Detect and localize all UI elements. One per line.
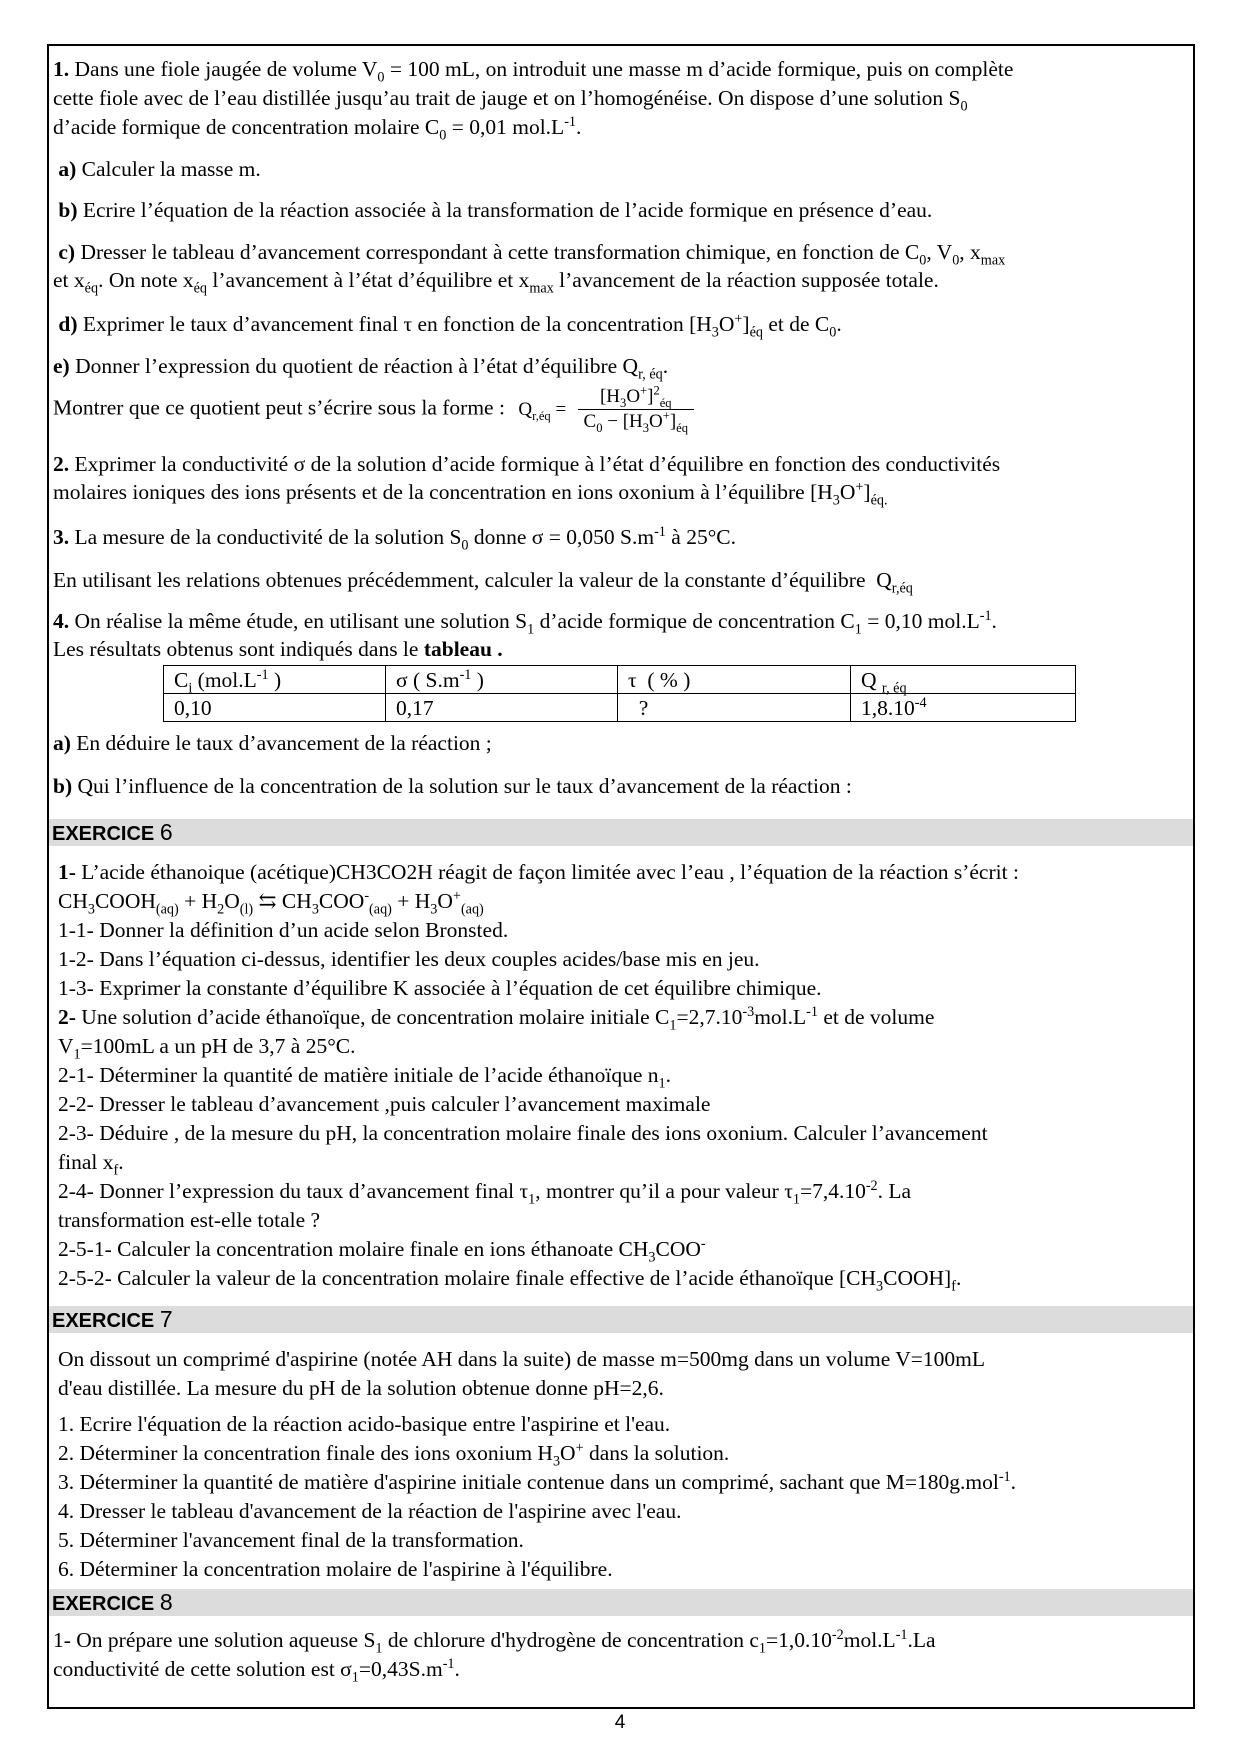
q1-a: a) Calculer la masse m.	[58, 157, 261, 181]
ex6-2-4-line2: transformation est-elle totale ?	[58, 1208, 321, 1232]
q2-line1: 2. Exprimer la conductivité σ de la solution d’acide formique à l’état d’équilibre en fonction des conductivités	[53, 452, 1001, 476]
table-header-row	[164, 666, 1076, 694]
ex6-2-intro-line2: $V_1=100mL$ a un pH de 3,7 à 25°C.	[58, 1034, 356, 1063]
q4-line1: 4. On réalise la même étude, en utilisant une solution $S_1$ d’acide formique de concentration $C_1 = 0,10$ $mol.L^{-1}$.	[53, 607, 997, 638]
ex6-1-1: 1-1- Donner la définition d’un acide selon Bronsted.	[58, 918, 509, 942]
ex6-2-5-2: 2-5-2- Calculer la valeur de la concentration molaire finale effective de l’acide éthanoïque $[CH_3COOH]_f$.	[58, 1266, 962, 1295]
ex7-item-4: 4. Dresser le tableau d'avancement de la réaction de l'aspirine avec l'eau.	[58, 1499, 682, 1523]
cell-q: $1,8.10^{-4}$	[851, 694, 1076, 722]
cell-sigma: 0,17	[386, 694, 618, 722]
ex7-item-1: 1. Ecrire l'équation de la réaction acido-basique entre l'aspirine et l'eau.	[58, 1412, 671, 1436]
q1-e: e) Donner l’expression du quotient de réaction à l’état d’équilibre $Q_{r, éq}$.	[53, 354, 669, 383]
ex6-1-2: 1-2- Dans l’équation ci-dessus, identifier les deux couples acides/base mis en jeu.	[58, 947, 760, 971]
header-tau: τ ( % )	[618, 666, 851, 694]
exercise-7-header: EXERCICE 7	[49, 1306, 1193, 1333]
q4-b: b) Qui l’influence de la concentration de la solution sur le taux d’avancement de la réaction :	[53, 774, 852, 798]
cell-tau: ?	[618, 694, 851, 722]
q1-e-show: Montrer que ce quotient peut s’écrire sous la forme : $Q_{r,éq}$ = $\frac{[H_3O^+]^2_{éq}}{C_0 - [H_3O^+]_{éq}}$	[53, 385, 1189, 434]
ex6-line1: 1- L’acide éthanoique (acétique)CH3CO2H réagit de façon limitée avec l’eau , l’équation de la réaction s’écrit :	[58, 860, 1019, 884]
ex8-line2: conductivité de cette solution est $\sigma_1=0,43S.m^{-1}$.	[53, 1655, 460, 1686]
q1-c-line2: et $x_{éq}$. On note $x_{éq}$ l’avancement à l’état d’équilibre et $x_{max}$ l’avancement de la réaction supposée totale.	[53, 268, 939, 297]
ex7-intro-line1: On dissout un comprimé d'aspirine (notée AH dans la suite) de masse m=500mg dans un volume V=100mL	[58, 1347, 986, 1371]
ex7-item-6: 6. Déterminer la concentration molaire de l'aspirine à l'équilibre.	[58, 1557, 613, 1581]
header-q: Q $_{r, éq}$	[851, 666, 1076, 694]
ex7-item-3: 3. Déterminer la quantité de matière d'aspirine initiale contenue dans un comprimé, sachant que M=180g.mol$^{-1}$.	[58, 1468, 1017, 1494]
q4-a: a) En déduire le taux d’avancement de la réaction ;	[53, 731, 492, 755]
header-ci: $C_i$ ($mol.L^{-1}$ )	[164, 666, 386, 694]
cell-ci: 0,10	[164, 694, 386, 722]
q1-intro-line2: cette fiole avec de l’eau distillée jusqu’au trait de jauge et on l’homogénéise. On dispose d’une solution $S_0$	[53, 86, 968, 115]
ex7-item-5: 5. Déterminer l'avancement final de la transformation.	[58, 1528, 524, 1552]
table-row	[164, 694, 1076, 722]
ex7-intro-line2: d'eau distillée. La mesure du pH de la solution obtenue donne pH=2,6.	[58, 1376, 664, 1400]
ex6-equation: $CH_3COOH_{(aq)} + H_2O_{(l)}$ ⇆ $CH_3COO^-_{(aq)} + H_3O^+_{(aq)}$	[58, 887, 484, 918]
ex7-item-2: 2. Déterminer la concentration finale des ions oxonium $H_3O^+$ dans la solution.	[58, 1439, 730, 1470]
header-sigma: σ ( $S.m^{-1}$ )	[386, 666, 618, 694]
q3-line2: En utilisant les relations obtenues précédemment, calculer la valeur de la constante d’équilibre $Q_{r,éq}$	[53, 568, 913, 597]
ex6-2-3: 2-3- Déduire , de la mesure du pH, la concentration molaire finale des ions oxonium. Calculer l’avancement	[58, 1121, 988, 1145]
page-number: 4	[614, 1712, 626, 1733]
ex6-2-4: 2-4- Donner l’expression du taux d’avancement final $\tau_1$, montrer qu’il a pour valeur $\tau_1=7,4.10^{-2}$. La	[58, 1177, 912, 1208]
ex6-1-3: 1-3- Exprimer la constante d’équilibre K associée à l’équation de cet équilibre chimique.	[58, 976, 822, 1000]
q-formula-lhs: $Q_{r,éq}$ =	[518, 398, 567, 423]
q-formula-fraction: $\frac{[H_3O^+]^2_{éq}}{C_0 - [H_3O^+]_{éq}}$	[578, 385, 694, 434]
ex6-2-5-1: 2-5-1- Calculer la concentration molaire finale en ions éthanoate $CH_3COO^-$	[58, 1235, 706, 1266]
q1-intro-line3: d’acide formique de concentration molaire $C_0 = 0,01$ $mol.L^{-1}$.	[53, 113, 582, 144]
q2-line2: molaires ioniques des ions présents et de la concentration en ions oxonium à l’équilibre $[H_3O^+]_{éq.}$	[53, 478, 888, 509]
q1-intro-line1: 1. Dans une fiole jaugée de volume $V_0 = 100$ mL, on introduit une masse m d’acide formique, puis on complète	[53, 57, 1014, 86]
q4-line2: Les résultats obtenus sont indiqués dans le tableau .	[53, 637, 503, 661]
ex6-2-1: 2-1- Déterminer la quantité de matière initiale de l’acide éthanoïque $n_1$.	[58, 1063, 672, 1092]
q1-b: b) Ecrire l’équation de la réaction associée à la transformation de l’acide formique en présence d’eau.	[58, 198, 933, 222]
ex8-line1: 1- On prépare une solution aqueuse $S_1$ de chlorure d'hydrogène de concentration $c_1=1,0.10^{-2}mol.L^{-1}.La$	[53, 1626, 936, 1657]
ex6-2-2: 2-2- Dresser le tableau d’avancement ,puis calculer l’avancement maximale	[58, 1092, 711, 1116]
q1-c-line1: c) Dresser le tableau d’avancement correspondant à cette transformation chimique, en fonction de $C_0$, $V_0$, $x_{max}$	[58, 240, 1006, 269]
results-table	[163, 665, 1076, 722]
exercise-6-header: EXERCICE 6	[49, 819, 1193, 846]
ex6-2-3-line2: final $x_f$.	[58, 1150, 124, 1179]
q1-d: d) Exprimer le taux d’avancement final τ en fonction de la concentration $[H_3O^+]_{éq}$ et de $C_0$.	[58, 310, 842, 341]
ex6-2-intro: 2- Une solution d’acide éthanoïque, de concentration molaire initiale $C_1=2,7.10^{-3}mol.L^{-1}$ et de volume	[58, 1003, 935, 1034]
exercise-8-header: EXERCICE 8	[49, 1589, 1193, 1616]
q3-line1: 3. La mesure de la conductivité de la solution $S_0$ donne σ = 0,050 $S.m^{-1}$ à 25°C.	[53, 523, 737, 554]
